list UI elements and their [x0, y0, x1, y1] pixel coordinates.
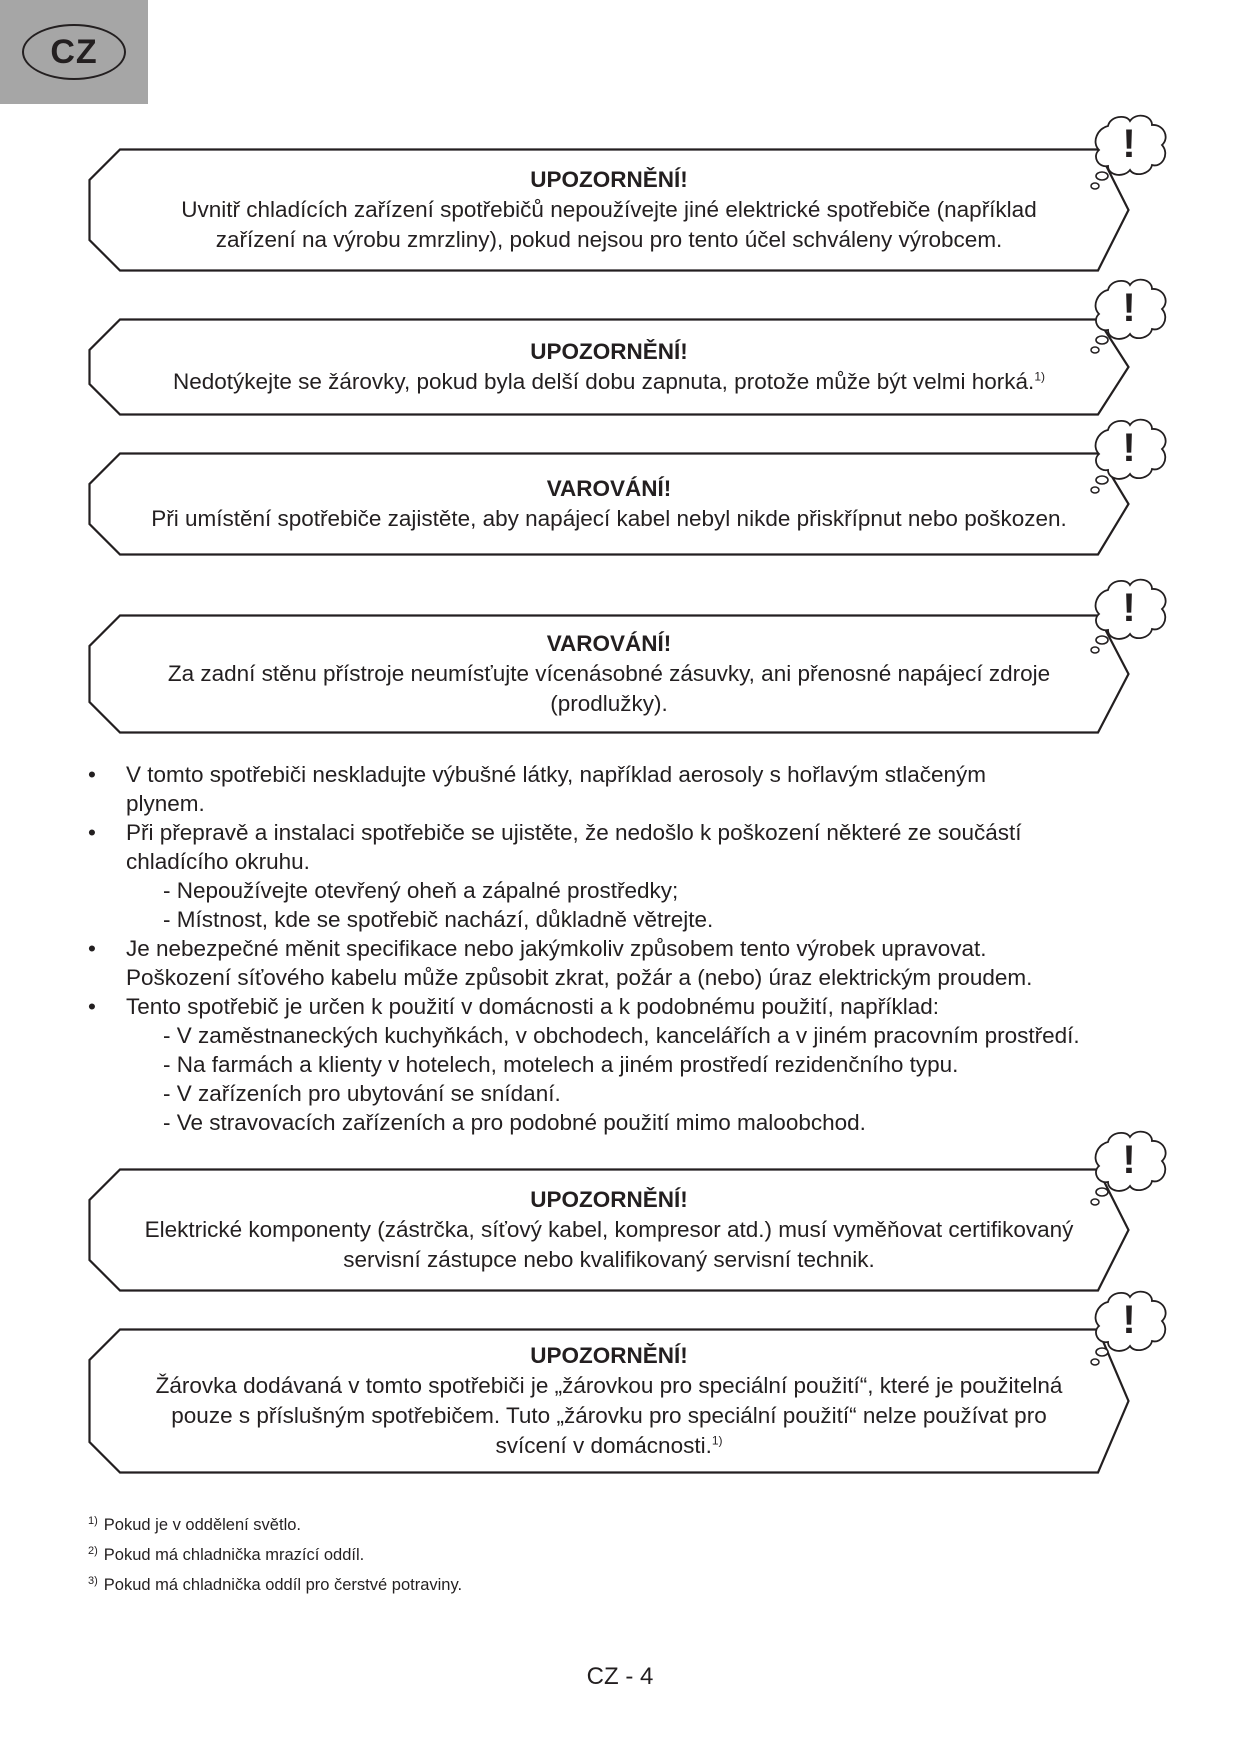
exclamation-mark: !	[1122, 1138, 1136, 1182]
warning-text-line: pouze s příslušným spotřebičem. Tuto „žárovku pro speciální použití“ nelze používat pro	[171, 1403, 1047, 1428]
warning-title: UPOZORNĚNÍ!	[530, 1343, 688, 1368]
warning-box-5	[88, 1168, 1130, 1292]
warning-text-line: Žárovka dodávaná v tomto spotřebiči je „žárovkou pro speciální použití“, které je použitelná	[155, 1373, 1063, 1398]
sub-list-item: - V zaměstnaneckých kuchyňkách, v obchodech, kancelářích a v jiném pracovním prostředí.	[163, 1023, 1080, 1048]
warning-title: UPOZORNĚNÍ!	[530, 167, 688, 192]
warning-box-2	[88, 318, 1130, 416]
warning-text-line: (prodlužky).	[550, 691, 668, 716]
sub-list-item: - Na farmách a klienty v hotelech, motelech a jiném prostředí rezidenčního typu.	[163, 1052, 959, 1077]
warning-box-3	[88, 452, 1130, 556]
warning-title: VAROVÁNÍ!	[546, 631, 672, 656]
warning-box-6	[88, 1328, 1130, 1474]
warning-text-line: Elektrické komponenty (zástrčka, síťový kabel, kompresor atd.) musí vyměňovat certifikovaný	[144, 1217, 1074, 1242]
warning-text-line: Za zadní stěnu přístroje neumísťujte vícenásobné zásuvky, ani přenosné napájecí zdroje	[167, 661, 1051, 686]
warning-cloud-icon	[1086, 112, 1172, 198]
warning-cloud-icon	[1086, 276, 1172, 362]
list-item: • Při přepravě a instalaci spotřebiče se ujistěte, že nedošlo k poškození některé ze součástí chladícího okruhu.	[88, 818, 1168, 876]
warning-text-line: zařízení na výrobu zmrzliny), pokud nejsou pro tento účel schváleny výrobcem.	[215, 227, 1003, 252]
footnotes	[88, 1510, 462, 1600]
list-item: • V tomto spotřebiči neskladujte výbušné látky, například aerosoly s hořlavým stlačeným plynem.	[88, 760, 1168, 818]
warning-text-line: servisní zástupce nebo kvalifikovaný servisní technik.	[343, 1247, 875, 1272]
sub-list-item: - Místnost, kde se spotřebič nachází, důkladně větrejte.	[163, 907, 714, 932]
sub-list-item: - V zařízeních pro ubytování se snídaní.	[163, 1081, 561, 1106]
warning-title: VAROVÁNÍ!	[546, 476, 672, 501]
page-number: CZ - 4	[586, 1663, 654, 1690]
warning-cloud-icon	[1086, 416, 1172, 502]
footnote: $^{1)}$ Pokud je v oddělení světlo.	[88, 1514, 301, 1534]
warning-cloud-icon	[1086, 576, 1172, 662]
exclamation-mark: !	[1122, 426, 1136, 470]
warning-text-line: Uvnitř chladících zařízení spotřebičů nepoužívejte jiné elektrické spotřebiče (například	[181, 197, 1037, 222]
exclamation-mark: !	[1122, 122, 1136, 166]
warning-title: UPOZORNĚNÍ!	[530, 1187, 688, 1212]
safety-bullet-list	[88, 760, 1168, 1137]
language-badge: CZ	[22, 24, 126, 80]
list-item: • Je nebezpečné měnit specifikace nebo jakýmkoliv způsobem tento výrobek upravovat. Poškození síťového kabelu může způsobit zkrat, požár a (nebo) úraz elektrickým proudem.	[88, 934, 1168, 992]
footnote-ref: 1)	[1034, 369, 1045, 384]
warning-cloud-icon	[1086, 1128, 1172, 1214]
exclamation-mark: !	[1122, 1298, 1136, 1342]
sub-list-item: - Nepoužívejte otevřený oheň a zápalné prostředky;	[163, 878, 679, 903]
language-tab	[0, 0, 148, 104]
footnote-ref: 1)	[711, 1433, 723, 1448]
warning-box-1	[88, 148, 1130, 272]
warning-cloud-icon	[1086, 1288, 1172, 1374]
warning-text-line: svícení v domácnosti.	[495, 1433, 712, 1458]
exclamation-mark: !	[1122, 286, 1136, 330]
sub-list-item: - Ve stravovacích zařízeních a pro podobné použití mimo maloobchod.	[163, 1110, 866, 1135]
footnote: $^{2)}$ Pokud má chladnička mrazící oddíl.	[88, 1544, 365, 1564]
exclamation-mark: !	[1122, 586, 1136, 630]
list-item: • Tento spotřebič je určen k použití v domácnosti a k podobnému použití, například:	[88, 992, 1168, 1021]
warning-title: UPOZORNĚNÍ!	[530, 339, 688, 364]
warning-box-4	[88, 614, 1130, 734]
footnote: $^{3)}$ Pokud má chladnička oddíl pro čerstvé potraviny.	[88, 1574, 463, 1594]
warning-text-line: Při umístění spotřebiče zajistěte, aby napájecí kabel nebyl nikde přiskřípnut nebo poškozen.	[151, 506, 1067, 531]
warning-text-line: Nedotýkejte se žárovky, pokud byla delší dobu zapnuta, protože může být velmi horká.	[173, 369, 1035, 394]
